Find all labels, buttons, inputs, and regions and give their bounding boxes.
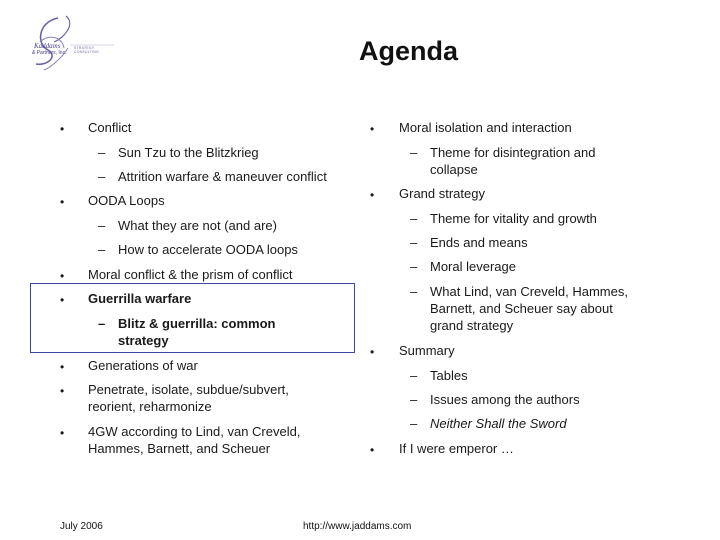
agenda-item-emperor: If I were emperor …	[399, 441, 514, 456]
bullet-icon: •	[60, 293, 65, 307]
agenda-item-generations: Generations of war	[88, 358, 198, 373]
subitem-disintegration: Theme for disintegration and	[430, 145, 596, 160]
agenda-item-grand-strategy: Grand strategy	[399, 186, 485, 201]
dash-icon: –	[410, 368, 418, 383]
dash-icon: –	[98, 169, 106, 184]
bullet-icon: •	[370, 443, 375, 457]
subitem-sun-tzu: Sun Tzu to the Blitzkrieg	[118, 145, 259, 160]
subitem-issues: Issues among the authors	[430, 392, 580, 407]
footer-date: July 2006	[60, 521, 103, 532]
dash-icon: –	[98, 218, 106, 233]
bullet-icon: •	[370, 188, 375, 202]
dash-icon: –	[410, 211, 418, 226]
subitem-what-they-are: What they are not (and are)	[118, 218, 277, 233]
dash-icon: –	[98, 145, 106, 160]
dash-icon: –	[98, 316, 106, 331]
agenda-item-moral-conflict: Moral conflict & the prism of conflict	[88, 267, 293, 282]
company-logo	[18, 14, 118, 72]
bullet-icon: •	[370, 345, 375, 359]
footer-url[interactable]: http://www.jaddams.com	[303, 521, 412, 532]
agenda-item-4gw-cont: Hammes, Barnett, and Scheuer	[88, 441, 271, 456]
dash-icon: –	[410, 145, 418, 160]
bullet-icon: •	[60, 360, 65, 374]
dash-icon: –	[410, 235, 418, 250]
dash-icon: –	[98, 242, 106, 257]
subitem-attrition: Attrition warfare & maneuver conflict	[118, 169, 327, 184]
agenda-item-penetrate: Penetrate, isolate, subdue/subvert,	[88, 382, 289, 397]
bullet-icon: •	[60, 426, 65, 440]
page-title: Agenda	[358, 36, 458, 66]
bullet-icon: •	[60, 122, 65, 136]
dash-icon: –	[410, 392, 418, 407]
logo-tagline: STRATEGY CONSULTING	[74, 46, 99, 54]
agenda-item-guerrilla: Guerrilla warfare	[88, 291, 192, 306]
subitem-blitz-guerrilla-cont: strategy	[118, 333, 169, 348]
agenda-item-conflict: Conflict	[88, 120, 132, 135]
subitem-vitality: Theme for vitality and growth	[430, 211, 597, 226]
subitem-tables: Tables	[430, 368, 468, 383]
subitem-moral-leverage: Moral leverage	[430, 259, 516, 274]
subitem-disintegration-cont: collapse	[430, 162, 478, 177]
subitem-neither-shall: Neither Shall the Sword	[430, 416, 567, 431]
agenda-item-4gw: 4GW according to Lind, van Creveld,	[88, 424, 301, 439]
bullet-icon: •	[60, 269, 65, 283]
dash-icon: –	[410, 284, 418, 299]
subitem-accelerate: How to accelerate OODA loops	[118, 242, 298, 257]
subitem-authors-say: What Lind, van Creveld, Hammes,	[430, 284, 628, 299]
agenda-item-penetrate-cont: reorient, reharmonize	[88, 399, 212, 414]
dash-icon: –	[410, 416, 418, 431]
bullet-icon: •	[60, 195, 65, 209]
bullet-icon: •	[60, 384, 65, 398]
subitem-blitz-guerrilla: Blitz & guerrilla: common	[118, 316, 276, 331]
agenda-item-summary: Summary	[399, 343, 455, 358]
agenda-item-ooda: OODA Loops	[88, 193, 165, 208]
dash-icon: –	[410, 259, 418, 274]
subitem-authors-say-cont1: Barnett, and Scheuer say about	[430, 301, 613, 316]
logo-name: Kaddams	[34, 42, 61, 50]
subitem-authors-say-cont2: grand strategy	[430, 318, 514, 333]
subitem-ends-means: Ends and means	[430, 235, 528, 250]
bullet-icon: •	[370, 122, 375, 136]
logo-subname: & Partners, Inc.	[32, 50, 67, 56]
agenda-item-moral-isolation: Moral isolation and interaction	[399, 120, 572, 135]
